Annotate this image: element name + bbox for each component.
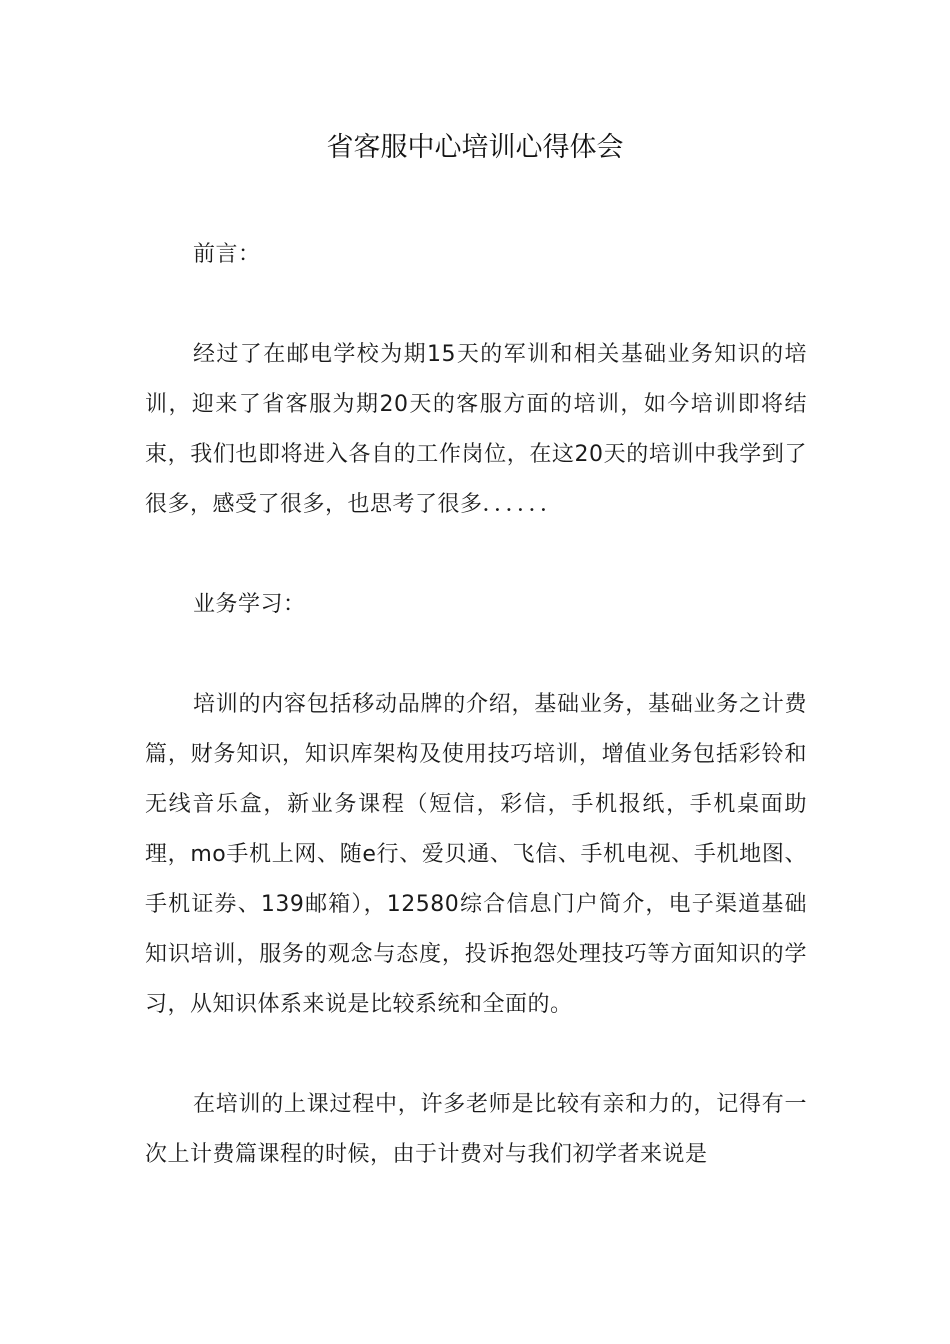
business-heading: 业务学习： [193,592,306,617]
paragraph-gap [145,530,807,580]
document-body [145,230,807,1180]
paragraph-gap [145,630,807,680]
paragraph-gap [145,1030,807,1080]
paragraph-gap [145,280,807,330]
preface-paragraph: 经过了在邮电学校为期15天的军训和相关基础业务知识的培训，迎来了省客服为期20天的客服方面的培训，如今培训即将结束，我们也即将进入各自的工作岗位，在这20天的培训中我学到了很多，感受了很多，也思考了很多．．．．．． [145,342,807,517]
document-title: 省客服中心培训心得体会 [326,132,624,163]
business-paragraph: 培训的内容包括移动品牌的介绍，基础业务，基础业务之计费篇，财务知识，知识库架构及使用技巧培训，增值业务包括彩铃和无线音乐盒，新业务课程（短信，彩信，手机报纸，手机桌面助理，mo手机上网、随e行、爱贝通、飞信、手机电视、手机地图、手机证券、139邮箱），12580综合信息门户简介，电子渠道基础知识培训，服务的观念与态度，投诉抱怨处理技巧等方面知识的学习，从知识体系来说是比较系统和全面的。 [145,692,807,1017]
class-paragraph: 在培训的上课过程中，许多老师是比较有亲和力的，记得有一次上计费篇课程的时候，由于计费对与我们初学者来说是 [145,1092,807,1167]
preface-heading: 前言： [193,242,261,267]
